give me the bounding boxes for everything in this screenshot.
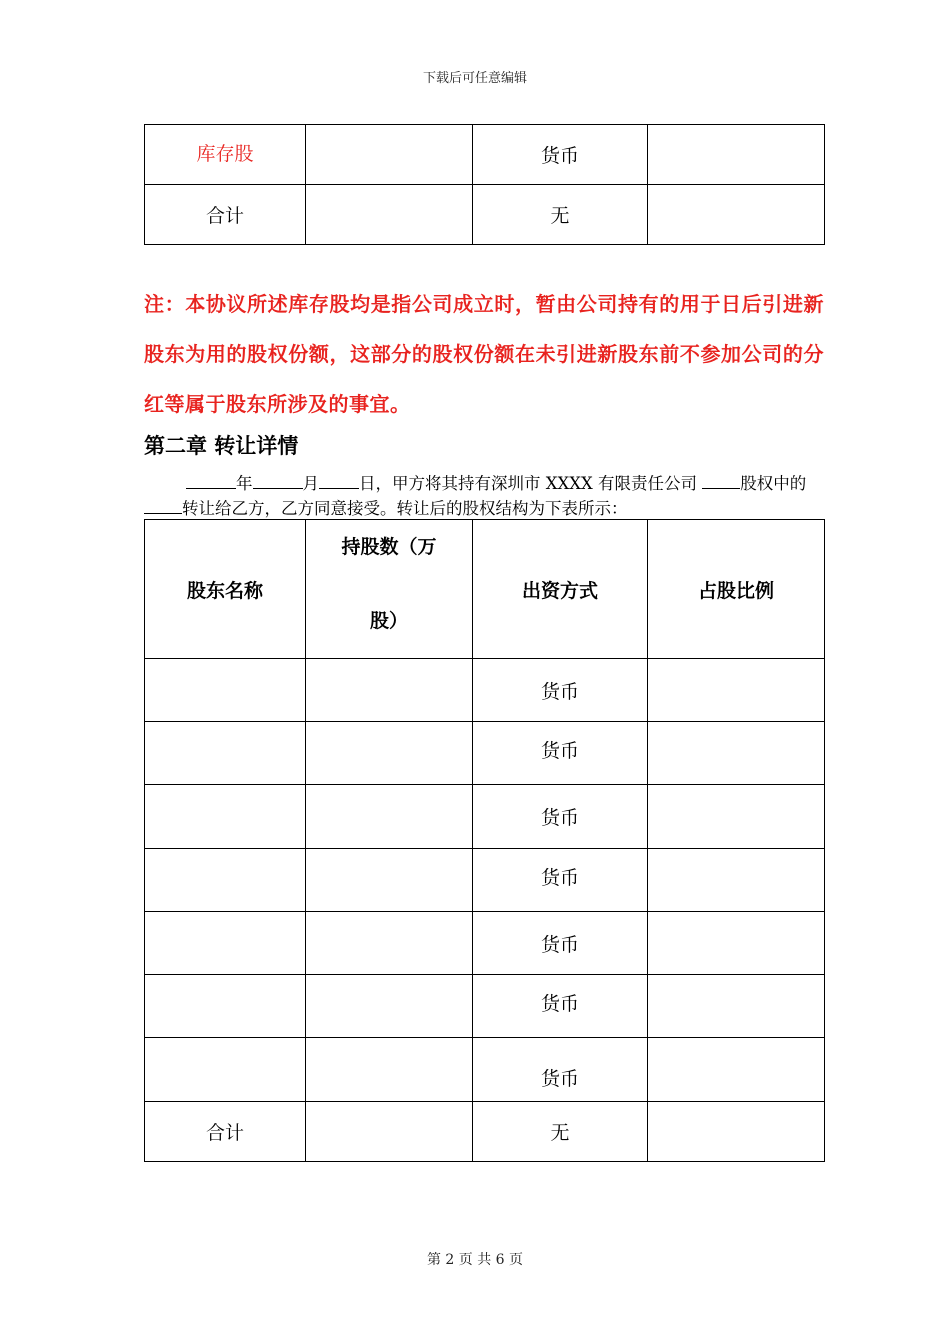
table-cell: [306, 849, 473, 912]
note-paragraph: 注：本协议所述库存股均是指公司成立时，暂由公司持有的用于日后引进新股东为用的股权份额，这部分的股权份额在未引进新股东前不参加公司的分红等属于股东所涉及的事宜。: [144, 292, 824, 416]
page-header: 下载后可任意编辑: [422, 71, 527, 86]
table-cell: 货币: [473, 912, 648, 975]
table-cell: [648, 722, 825, 785]
transfer-paragraph: 年 月 日，甲方将其持有深圳市 XXXX 有限责任公司 股权中的 转让给乙方，乙方同意接受。转让后的股权结构为下表所示：: [144, 471, 824, 521]
table-cell: 货币: [473, 722, 648, 785]
table-cell: 库存股: [145, 125, 306, 185]
blank-transfer: [144, 497, 182, 514]
page-footer: 第 2 页 共 6 页: [426, 1252, 524, 1268]
table-row: [145, 722, 825, 785]
table-row: [145, 659, 825, 722]
chapter-title: 第二章 转让详情: [144, 433, 299, 458]
table-row: [145, 1102, 825, 1162]
header-share-count: 持股数（万 股）: [306, 520, 473, 659]
blank-day: [319, 472, 359, 489]
table-cell: 无: [473, 1102, 648, 1162]
header-contribution-method: 出资方式: [473, 520, 648, 659]
blank-year: [186, 472, 236, 489]
table-cell: 合计: [145, 185, 306, 245]
table-cell: [306, 1038, 473, 1102]
table-cell: 货币: [473, 785, 648, 849]
table-cell: [648, 975, 825, 1038]
table-cell: [648, 125, 825, 185]
shareholding-table: [144, 519, 825, 1162]
table-cell: [648, 912, 825, 975]
table-cell: [306, 912, 473, 975]
table-cell: 货币: [473, 125, 648, 185]
table-cell: [145, 722, 306, 785]
table-row: [145, 185, 825, 245]
table-cell: [306, 785, 473, 849]
table-cell: [306, 185, 473, 245]
table-cell: [306, 125, 473, 185]
table-cell: 无: [473, 185, 648, 245]
table-cell: [145, 849, 306, 912]
table-cell: [648, 1038, 825, 1102]
table-row: [145, 912, 825, 975]
table-cell: 货币: [473, 659, 648, 722]
blank-month: [253, 472, 303, 489]
table-cell: [145, 912, 306, 975]
table-row: [145, 975, 825, 1038]
table-row: [145, 785, 825, 849]
table-cell: [306, 659, 473, 722]
blank-percent: [702, 472, 740, 489]
table-cell: [145, 975, 306, 1038]
table-cell: 货币: [473, 975, 648, 1038]
shares-table-top: [144, 124, 825, 245]
table-row: [145, 125, 825, 185]
table-cell: [145, 1038, 306, 1102]
table-cell: [648, 659, 825, 722]
table-cell: [648, 185, 825, 245]
table-cell: [648, 1102, 825, 1162]
table-cell: [306, 722, 473, 785]
table-cell: [306, 975, 473, 1038]
table-row: [145, 1038, 825, 1102]
table-cell: [648, 849, 825, 912]
table-cell: [306, 1102, 473, 1162]
table-cell: [145, 785, 306, 849]
table-cell: [145, 659, 306, 722]
table-cell: [648, 785, 825, 849]
header-shareholder-name: 股东名称: [145, 520, 306, 659]
table-cell: 货币: [473, 1038, 648, 1102]
table-row: [145, 849, 825, 912]
table-cell: 货币: [473, 849, 648, 912]
table-cell: 合计: [145, 1102, 306, 1162]
table-header-row: [145, 520, 825, 659]
header-share-ratio: 占股比例: [648, 520, 825, 659]
